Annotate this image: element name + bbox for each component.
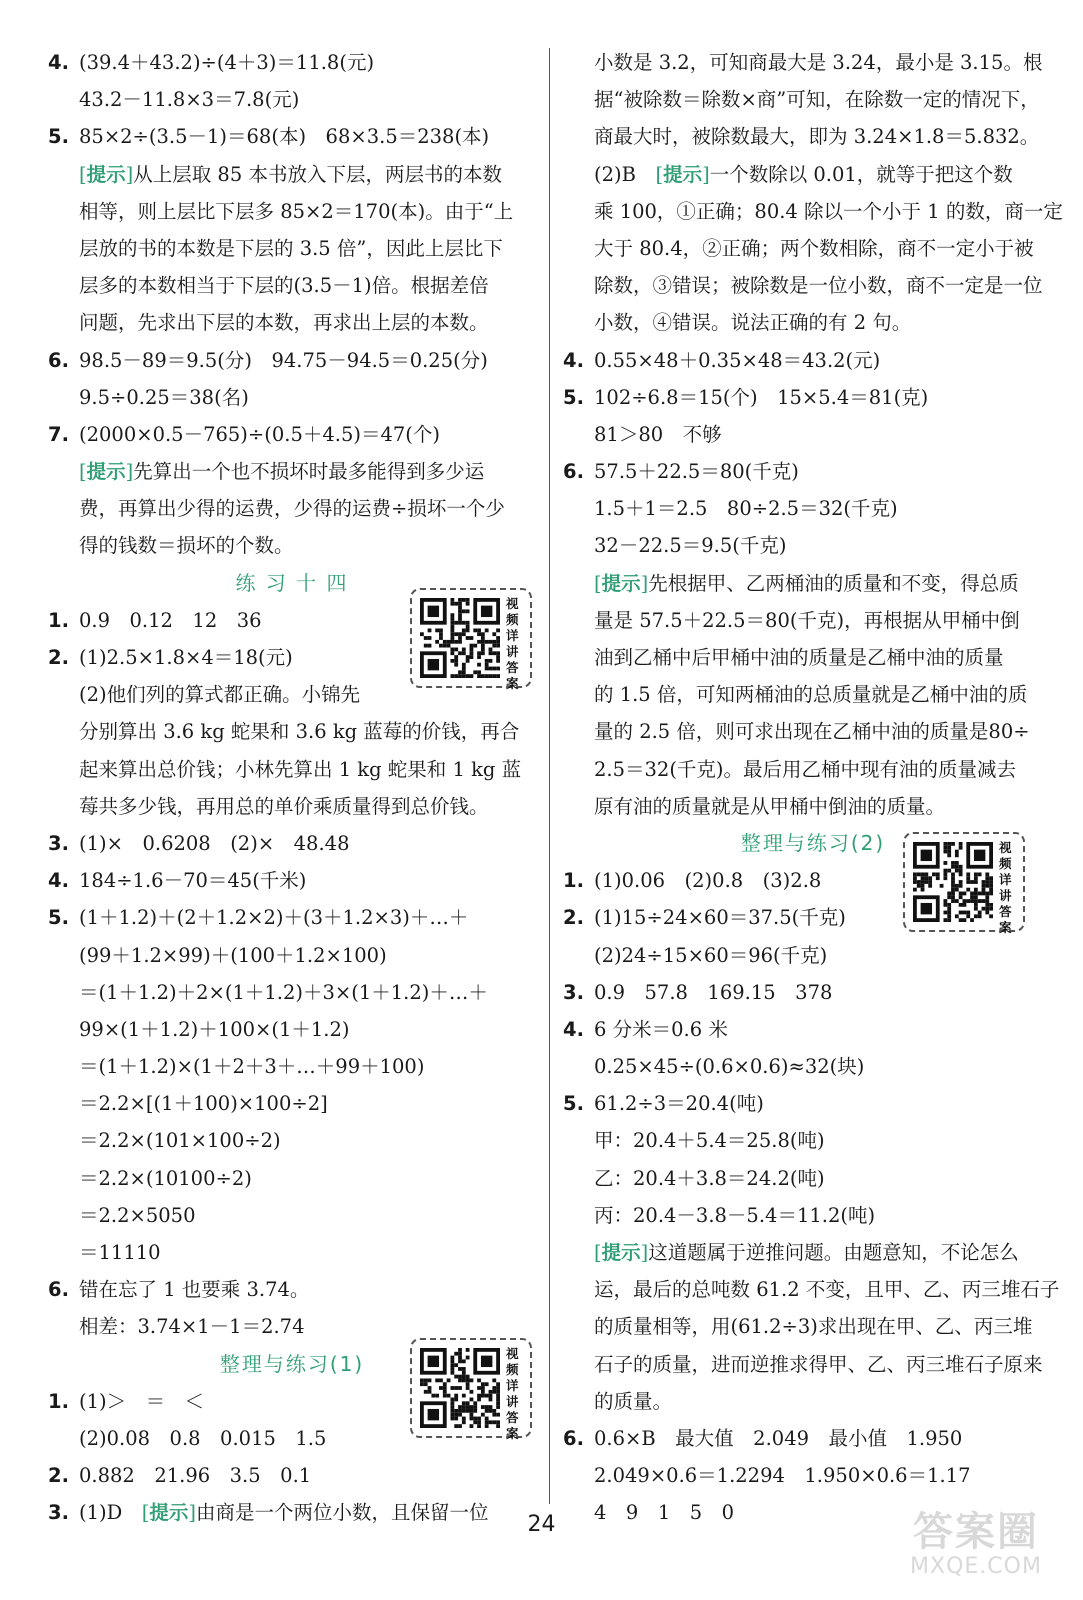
item-number: 4. (563, 348, 584, 372)
column-divider (549, 48, 550, 1504)
answer-line (563, 639, 1063, 676)
hint-tag: [提示] (141, 1501, 196, 1525)
line-text: 0.6×B 最大值 2.049 最小值 1.950 (594, 1426, 963, 1450)
line-text: (2)他们列的算式都正确。小锦先 (79, 683, 361, 707)
answer-line (48, 1085, 536, 1122)
line-text: (2000×0.5－765)÷(0.5＋4.5)＝47(个) (79, 422, 441, 446)
hint-label: 提示 (86, 162, 126, 186)
hint-label: 提示 (601, 1241, 641, 1264)
item-number: 6. (563, 1426, 584, 1450)
answer-item (563, 453, 1063, 490)
line-text: 0.25×45÷(0.6×0.6)≈32(块) (594, 1055, 865, 1079)
page-number: 24 (527, 1512, 556, 1537)
line-text: 43.2－11.8×3＝7.8(元) (79, 88, 300, 112)
line-text: 相差：3.74×1－1＝2.74 (79, 1315, 305, 1339)
answer-line (563, 267, 1063, 304)
line-text: 2.5＝32(千克)。最后用乙桶中现有油的质量减去 (594, 757, 1017, 781)
line-text: 0.882 21.96 3.5 0.1 (79, 1464, 312, 1488)
line-text: 问题，先求出下层的本数，再求出上层的本数。 (79, 311, 489, 335)
line-text: 原有油的质量就是从甲桶中倒油的质量。 (594, 794, 946, 818)
line-text: (1)2.5×1.8×4＝18(元) (79, 646, 293, 669)
line-text: ＝2.2×(101×100÷2) (79, 1129, 281, 1153)
qr-code-icon (420, 598, 500, 678)
line-text: 大于 80.4，②正确；两个数相除，商不一定小于被 (594, 236, 1034, 260)
answer-line (48, 453, 536, 490)
line-text: 81＞80 不够 (594, 422, 722, 446)
hint-label: 提示 (663, 162, 703, 186)
answer-line (48, 267, 536, 304)
answer-item (48, 118, 536, 155)
item-number: 4. (48, 869, 69, 893)
hint-tag: [提示] (594, 1241, 649, 1264)
line-text: 运，最后的总吨数 61.2 不变，且甲、乙、丙三堆石子 (594, 1278, 1060, 1302)
answer-line (48, 156, 536, 193)
answer-item (563, 974, 1063, 1011)
answer-line (563, 1457, 1063, 1494)
qr-code-icon (913, 842, 993, 922)
line-text: 的 1.5 倍，可知两桶油的总质量就是乙桶中油的质 (594, 683, 1028, 707)
answer-line (563, 602, 1063, 639)
answer-line (48, 1197, 536, 1234)
answer-line (48, 490, 536, 527)
answer-line (563, 416, 1063, 453)
line-text: 的质量。 (594, 1389, 673, 1413)
line-text: 小数是 3.2，可知商最大是 3.24，最小是 3.15。根 (594, 51, 1043, 74)
answer-line (563, 713, 1063, 750)
answer-line (48, 1048, 536, 1085)
line-text: 184÷1.6－70＝45(千米) (79, 869, 307, 893)
line-text: 6 分米＝0.6 米 (594, 1017, 728, 1041)
answer-line (563, 1160, 1063, 1197)
line-text: 乙：20.4＋3.8＝24.2(吨) (594, 1166, 825, 1190)
answer-line (563, 1308, 1063, 1345)
answer-line (563, 676, 1063, 713)
line-text: 量是 57.5＋22.5＝80(千克)，再根据从甲桶中倒 (594, 608, 1020, 632)
answer-item (48, 342, 536, 379)
item-number: 3. (48, 1501, 69, 1525)
answer-item (48, 825, 536, 862)
line-text: (2)B (594, 162, 656, 186)
item-number: 5. (48, 906, 69, 930)
line-text: 石子的质量，进而逆推求得甲、乙、丙三堆石子原来 (594, 1352, 1043, 1376)
line-text: (2)24÷15×60＝96(千克) (594, 943, 828, 967)
item-number: 2. (563, 906, 584, 930)
line-text: 先根据甲、乙两桶油的质量和不变，得总质 (648, 571, 1019, 595)
item-number: 1. (563, 869, 584, 893)
line-text: 莓共多少钱，再用总的单价乘质量得到总价钱。 (79, 794, 489, 818)
line-text: (1)D (79, 1501, 142, 1525)
qr-label: 视频详讲答案 (506, 596, 519, 691)
video-qr-code-2[interactable] (410, 1338, 532, 1441)
line-text: 层放的书的本数是下层的 3.5 倍”，因此上层比下 (79, 236, 503, 260)
answer-item (48, 862, 536, 899)
section-heading: 练 习 十 四 (235, 570, 349, 595)
item-number: 4. (563, 1017, 584, 1041)
line-text: 分别算出 3.6 kg 蛇果和 3.6 kg 蓝莓的价钱，再合 (79, 720, 520, 744)
answer-line (48, 788, 536, 825)
hint-label: 提示 (86, 460, 126, 484)
line-text: 102÷6.8＝15(个) 15×5.4＝81(克) (594, 385, 929, 409)
line-text: (1)× 0.6208 (2)× 48.48 (79, 831, 350, 855)
line-text: 由商是一个两位小数，且保留一位 (196, 1501, 489, 1525)
answer-item (48, 1457, 536, 1494)
line-text: (2)0.08 0.8 0.015 1.5 (79, 1426, 327, 1450)
line-text: (39.4＋43.2)÷(4＋3)＝11.8(元) (79, 51, 375, 74)
line-text: 从上层取 85 本书放入下层，两层书的本数 (133, 162, 502, 186)
answer-line (48, 379, 536, 416)
answer-line (563, 193, 1063, 230)
answer-line (563, 788, 1063, 825)
answer-item (48, 416, 536, 453)
line-text: 61.2÷3＝20.4(吨) (594, 1092, 764, 1116)
answer-line (563, 1122, 1063, 1159)
line-text: (99＋1.2×99)＋(100＋1.2×100) (79, 943, 387, 967)
hint-tag: [提示] (655, 162, 710, 186)
line-text: ＝2.2×(10100÷2) (79, 1166, 252, 1190)
answer-item (563, 1085, 1063, 1122)
video-qr-code-3[interactable] (903, 832, 1025, 935)
item-number: 6. (48, 348, 69, 372)
item-number: 6. (48, 1278, 69, 1302)
line-text: 据“被除数＝除数×商”可知，在除数一定的情况下， (594, 88, 1040, 112)
line-text: 0.9 57.8 169.15 378 (594, 980, 833, 1004)
video-qr-code-1[interactable] (410, 588, 532, 691)
item-number: 5. (563, 1092, 584, 1116)
qr-code-icon (420, 1348, 500, 1428)
answer-line (48, 230, 536, 267)
answer-item (563, 1420, 1063, 1457)
line-text: 起来算出总价钱；小林先算出 1 kg 蛇果和 1 kg 蓝 (79, 757, 522, 781)
item-number: 5. (48, 125, 69, 149)
hint-tag: [提示] (79, 162, 134, 186)
answer-line (563, 527, 1063, 564)
answer-line (48, 304, 536, 341)
answer-line (563, 81, 1063, 118)
line-text: 得的钱数＝损坏的个数。 (79, 534, 294, 558)
line-text: 费，再算出少得的运费，少得的运费÷损坏一个少 (79, 497, 505, 521)
line-text: 57.5＋22.5＝80(千克) (594, 460, 799, 484)
answer-line (48, 1234, 536, 1271)
item-number: 6. (563, 460, 584, 484)
line-text: 量的 2.5 倍，则可求出现在乙桶中油的质量是80÷ (594, 720, 1030, 744)
answer-line (48, 1122, 536, 1159)
answer-line (48, 974, 536, 1011)
qr-label: 视频详讲答案 (506, 1346, 519, 1441)
answer-item (48, 44, 536, 81)
item-number: 1. (48, 608, 69, 632)
answer-item (563, 1011, 1063, 1048)
hint-tag: [提示] (79, 460, 134, 484)
answer-line (563, 118, 1063, 155)
line-text: (1)0.06 (2)0.8 (3)2.8 (594, 869, 822, 893)
line-text: 乘 100，①正确；80.4 除以一个小于 1 的数，商一定 (594, 199, 1063, 223)
answer-item (563, 379, 1063, 416)
answer-line (48, 193, 536, 230)
line-text: 2.049×0.6＝1.2294 1.950×0.6＝1.17 (594, 1464, 971, 1488)
line-text: (1)＞ ＝ ＜ (79, 1389, 205, 1413)
answer-line (563, 1346, 1063, 1383)
line-text: 98.5－89＝9.5(分) 94.75－94.5＝0.25(分) (79, 348, 488, 372)
line-text: 商最大时，被除数最大，即为 3.24×1.8＝5.832。 (594, 125, 1040, 149)
answer-line (563, 490, 1063, 527)
item-number: 3. (563, 980, 584, 1004)
answer-line (563, 565, 1063, 602)
line-text: 9.5÷0.25＝38(名) (79, 385, 249, 409)
line-text: 0.9 0.12 12 36 (79, 608, 262, 632)
line-text: (1)15÷24×60＝37.5(千克) (594, 906, 846, 930)
watermark-title: 答案圈 (913, 1509, 1039, 1555)
hint-label: 提示 (149, 1501, 189, 1525)
answer-item (563, 342, 1063, 379)
answer-line (48, 713, 536, 750)
item-number: 1. (48, 1389, 69, 1413)
item-number: 5. (563, 385, 584, 409)
answer-line (563, 44, 1063, 81)
line-text: 4 9 1 5 0 (594, 1501, 735, 1525)
section-heading: 整理与练习(2) (740, 830, 886, 855)
line-text: (1＋1.2)＋(2＋1.2×2)＋(3＋1.2×3)＋…＋ (79, 906, 469, 930)
answer-line (563, 1048, 1063, 1085)
answer-line (563, 1234, 1063, 1271)
line-text: 这道题属于逆推问题。由题意知，不论怎么 (648, 1241, 1019, 1264)
right-column (563, 44, 1063, 1532)
answer-line (48, 1011, 536, 1048)
answer-line (563, 230, 1063, 267)
line-text: 层多的本数相当于下层的(3.5－1)倍。根据差倍 (79, 274, 489, 298)
line-text: 1.5＋1＝2.5 80÷2.5＝32(千克) (594, 497, 898, 521)
answer-line (48, 937, 536, 974)
line-text: ＝11110 (79, 1241, 161, 1264)
item-number: 3. (48, 831, 69, 855)
line-text: 0.55×48＋0.35×48＝43.2(元) (594, 348, 881, 372)
answer-line (48, 751, 536, 788)
answer-line (48, 527, 536, 564)
line-text: 先算出一个也不损坏时最多能得到多少运 (133, 460, 485, 484)
line-text: 甲：20.4＋5.4＝25.8(吨) (594, 1129, 825, 1153)
line-text: ＝(1＋1.2)×(1＋2＋3＋…＋99＋100) (79, 1055, 425, 1079)
line-text: ＝(1＋1.2)＋2×(1＋1.2)＋3×(1＋1.2)＋…＋ (79, 980, 488, 1004)
line-text: 相等，则上层比下层多 85×2＝170(本)。由于“上 (79, 199, 514, 223)
answer-line (48, 1160, 536, 1197)
answer-line (563, 304, 1063, 341)
answer-line (563, 1383, 1063, 1420)
hint-tag: [提示] (594, 571, 649, 595)
line-text: 油到乙桶中后甲桶中油的质量是乙桶中油的质量 (594, 646, 1004, 669)
answer-line (48, 81, 536, 118)
answer-line (563, 751, 1063, 788)
line-text: 32－22.5＝9.5(千克) (594, 534, 787, 558)
watermark-url: MXQE.COM (910, 1554, 1042, 1579)
line-text: 一个数除以 0.01，就等于把这个数 (709, 162, 1013, 186)
qr-label: 视频详讲答案 (999, 840, 1012, 935)
line-text: 小数，④错误。说法正确的有 2 句。 (594, 311, 912, 335)
answer-line (563, 1271, 1063, 1308)
line-text: 的质量相等，用(61.2÷3)求出现在甲、乙、丙三堆 (594, 1315, 1033, 1339)
answer-line (563, 1197, 1063, 1234)
watermark-logo (891, 1510, 1061, 1592)
line-text: 除数，③错误；被除数是一位小数，商不一定是一位 (594, 274, 1043, 298)
item-number: 4. (48, 51, 69, 74)
answer-line (563, 156, 1063, 193)
line-text: 99×(1＋1.2)＋100×(1＋1.2) (79, 1017, 350, 1041)
hint-label: 提示 (601, 571, 641, 595)
line-text: 错在忘了 1 也要乘 3.74。 (79, 1278, 310, 1302)
item-number: 2. (48, 1464, 69, 1488)
item-number: 2. (48, 646, 69, 669)
line-text: 85×2÷(3.5－1)＝68(本) 68×3.5＝238(本) (79, 125, 490, 149)
line-text: 丙：20.4－3.8－5.4＝11.2(吨) (594, 1203, 876, 1227)
line-text: ＝2.2×5050 (79, 1203, 196, 1227)
answer-item (48, 899, 536, 936)
answer-item (48, 1271, 536, 1308)
item-number: 7. (48, 422, 69, 446)
line-text: ＝2.2×[(1＋100)×100÷2] (79, 1092, 328, 1116)
left-column (48, 44, 536, 1532)
section-heading: 整理与练习(1) (219, 1351, 365, 1376)
answer-line (563, 937, 1063, 974)
